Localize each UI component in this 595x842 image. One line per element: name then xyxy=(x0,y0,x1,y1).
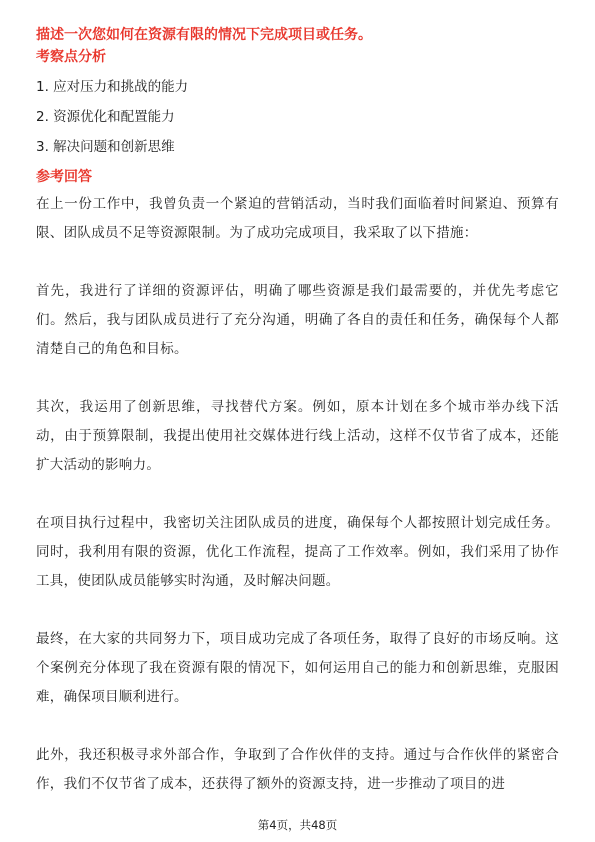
page-number: 第4页，共48页 xyxy=(257,818,338,832)
analysis-item: 3. 解决问题和创新思维 xyxy=(36,139,175,155)
analysis-item: 1. 应对压力和挑战的能力 xyxy=(36,79,189,95)
analysis-item: 2. 资源优化和配置能力 xyxy=(36,109,175,125)
answer-paragraph: 首先，我进行了详细的资源评估，明确了哪些资源是我们最需要的，并优先考虑它们。然后，我与团队成员进行了充分沟通，明确了各自的责任和任务，确保每个人都清楚自己的角色和目标。 xyxy=(36,283,559,357)
document-page xyxy=(36,24,559,799)
question-heading: 描述一次您如何在资源有限的情况下完成项目或任务。 xyxy=(36,27,372,43)
answer-paragraph: 在项目执行过程中，我密切关注团队成员的进度，确保每个人都按照计划完成任务。同时，我利用有限的资源，优化工作流程，提高了工作效率。例如，我们采用了协作工具，使团队成员能够实时沟通，及时解决问题。 xyxy=(36,515,559,589)
answer-title: 参考回答 xyxy=(36,169,92,185)
answer-paragraph: 在上一份工作中，我曾负责一个紧迫的营销活动，当时我们面临着时间紧迫、预算有限、团队成员不足等资源限制。为了成功完成项目，我采取了以下措施： xyxy=(36,196,559,241)
answer-paragraph: 最终，在大家的共同努力下，项目成功完成了各项任务，取得了良好的市场反响。这个案例充分体现了我在资源有限的情况下，如何运用自己的能力和创新思维，克服困难，确保项目顺利进行。 xyxy=(36,631,559,705)
analysis-title: 考察点分析 xyxy=(36,49,106,65)
analysis-list xyxy=(36,72,559,162)
answer-paragraph: 其次，我运用了创新思维，寻找替代方案。例如，原本计划在多个城市举办线下活动，由于预算限制，我提出使用社交媒体进行线上活动，这样不仅节省了成本，还能扩大活动的影响力。 xyxy=(36,399,559,473)
answer-paragraph: 此外，我还积极寻求外部合作，争取到了合作伙伴的支持。通过与合作伙伴的紧密合作，我们不仅节省了成本，还获得了额外的资源支持，进一步推动了项目的进 xyxy=(36,747,559,792)
